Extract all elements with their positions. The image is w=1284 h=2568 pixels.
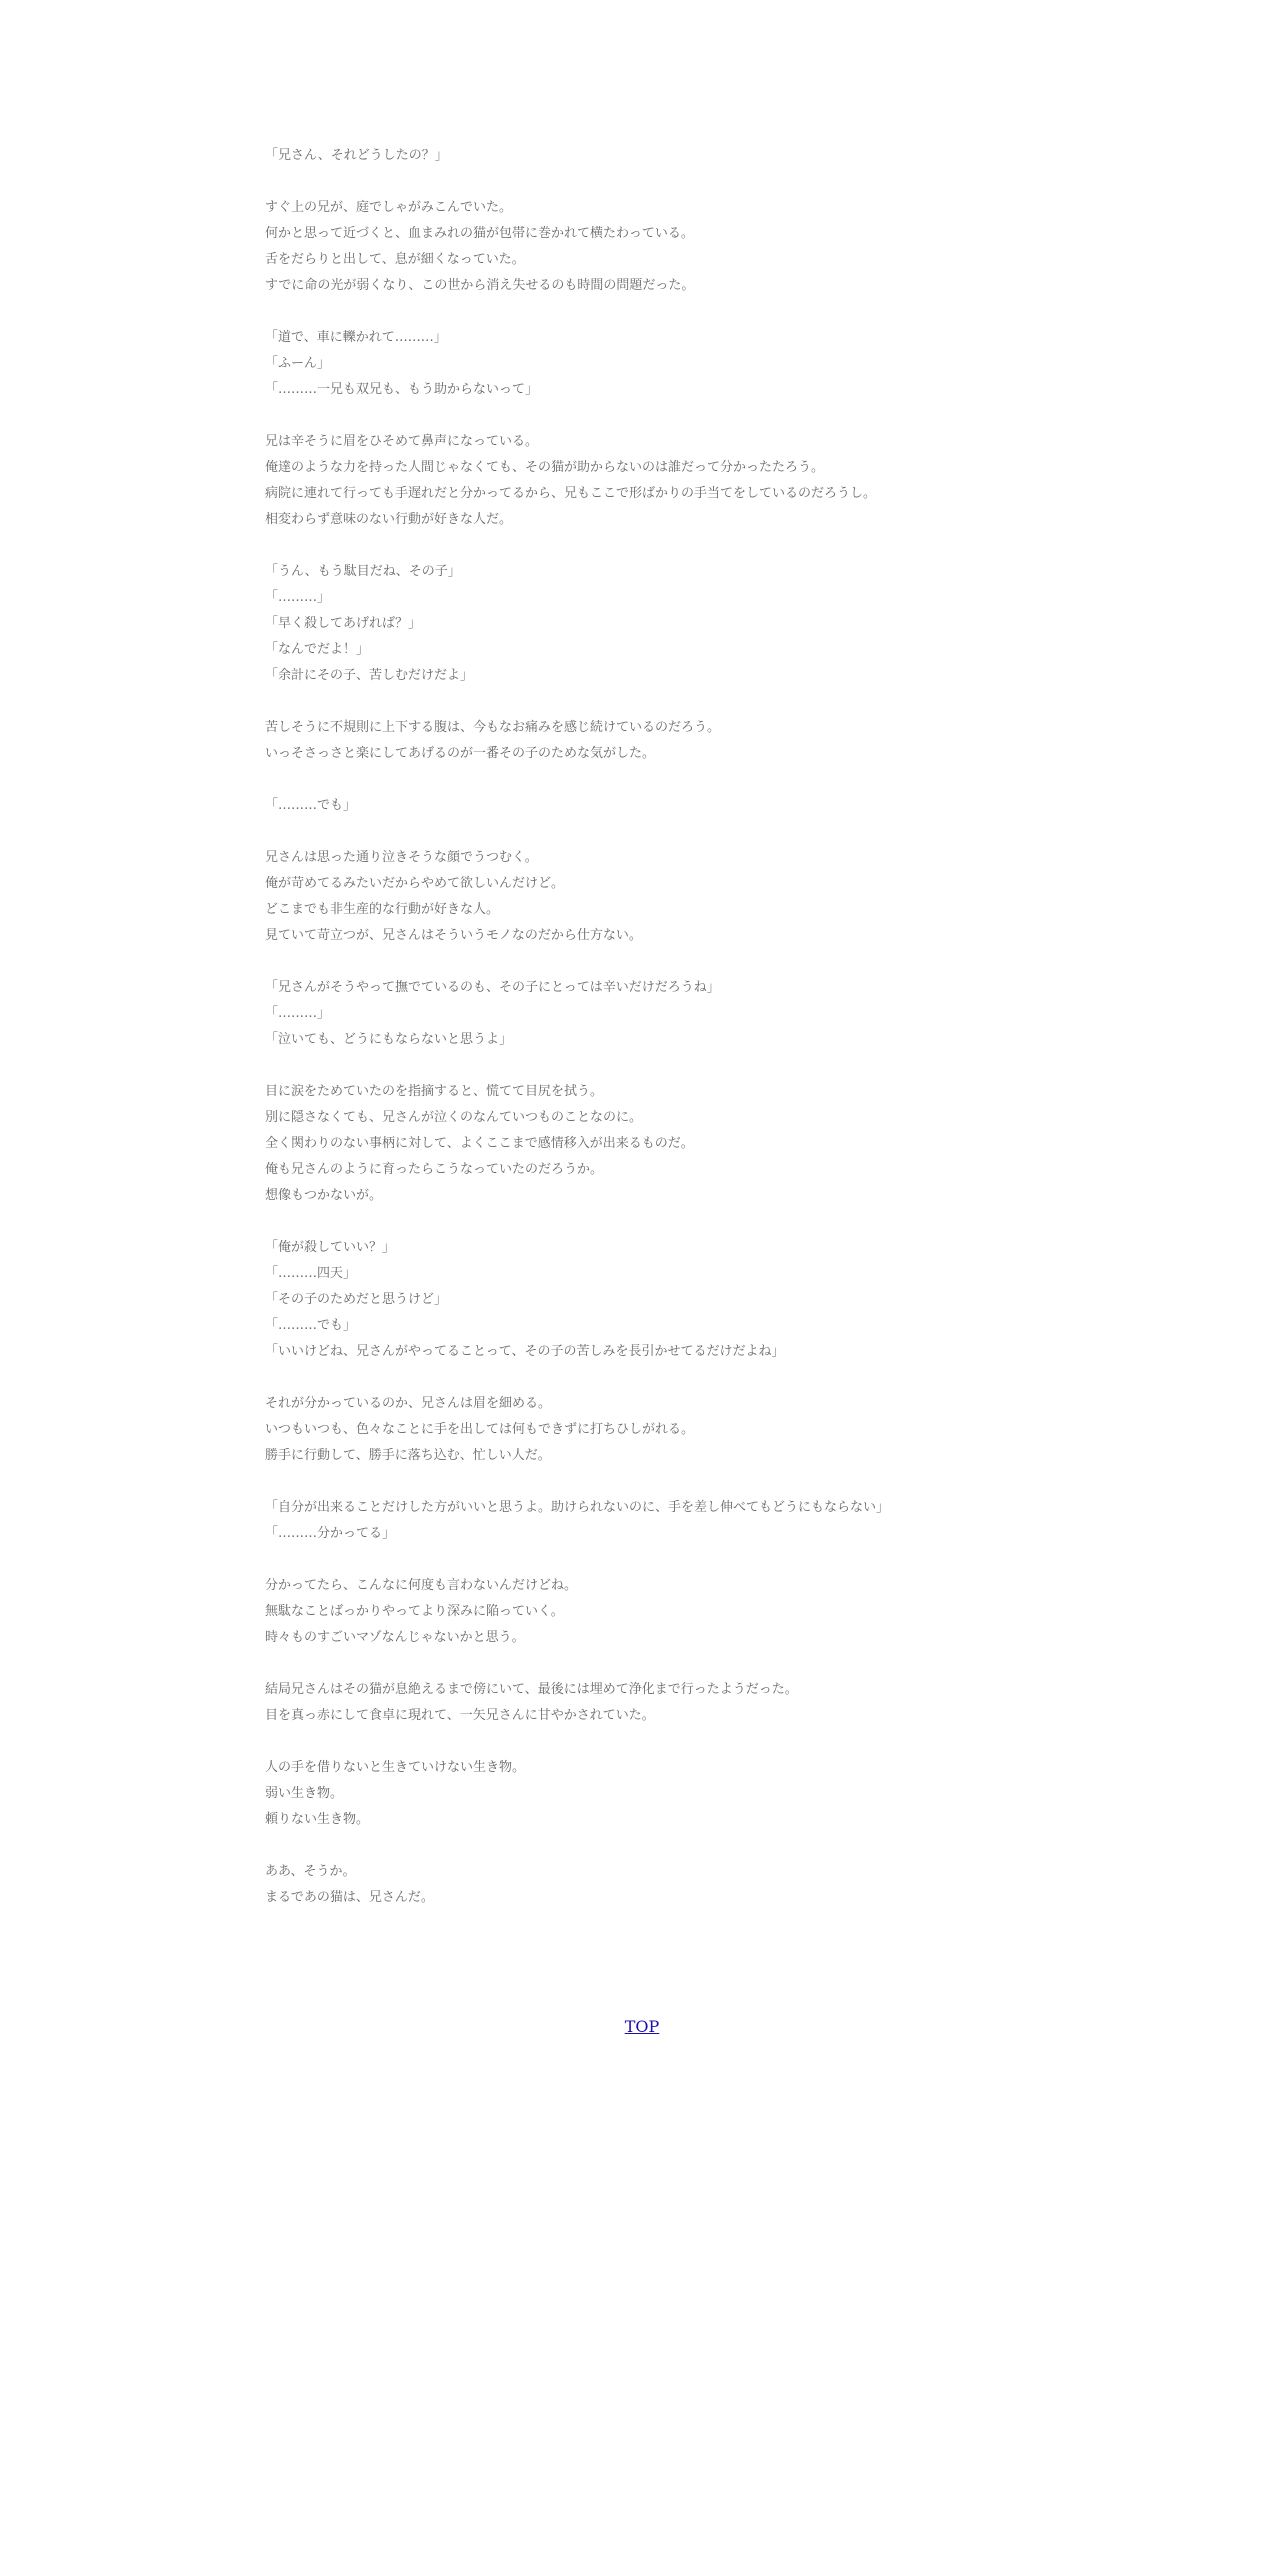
story-line: 兄さんは思った通り泣きそうな顔でうつむく。 [265, 850, 538, 865]
story-line: 「………でも」 [265, 798, 357, 813]
story-line: 「ふーん」 [265, 356, 331, 371]
story-line: 目に涙をためていたのを指摘すると、慌てて目尻を拭う。 [265, 1084, 604, 1099]
story-line: 「俺が殺していい？」 [265, 1240, 396, 1255]
story-line: 舌をだらりと出して、息が細くなっていた。 [265, 252, 525, 267]
story-line: 「なんでだよ！」 [265, 642, 370, 657]
story-line: 相変わらず意味のない行動が好きな人だ。 [265, 512, 513, 527]
story-paragraph [265, 1495, 1025, 1547]
top-nav [0, 2014, 1284, 2040]
story-paragraph [265, 1391, 1025, 1469]
story-line: 「うん、もう駄目だね、その子」 [265, 564, 461, 579]
story-line: 俺が苛めてるみたいだからやめて欲しいんだけど。 [265, 876, 565, 891]
story-line: 兄は辛そうに眉をひそめて鼻声になっている。 [265, 434, 539, 449]
story-paragraph [265, 1755, 1025, 1833]
story-line: まるであの猫は、兄さんだ。 [265, 1890, 434, 1905]
story-paragraph [265, 1235, 1025, 1365]
story-paragraph [265, 793, 1025, 819]
story-line: 別に隠さなくても、兄さんが泣くのなんていつものことなのに。 [265, 1110, 643, 1125]
story-line: 「………四天」 [265, 1266, 357, 1281]
story-paragraph [265, 559, 1025, 689]
story-line: 「………」 [265, 1006, 331, 1021]
story-line: 「………」 [265, 590, 331, 605]
story-line: 弱い生き物。 [265, 1786, 344, 1801]
story-line: 「その子のためだと思うけど」 [265, 1292, 448, 1307]
story-line: 俺達のような力を持った人間じゃなくても、その猫が助からないのは誰だって分かったたろう。 [265, 460, 825, 475]
story-line: すぐ上の兄が、庭でしゃがみこんでいた。 [265, 200, 513, 215]
story-line: 全く関わりのない事柄に対して、よくここまで感情移入が出来るものだ。 [265, 1136, 694, 1151]
story-line: 目を真っ赤にして食卓に現れて、一矢兄さんに甘やかされていた。 [265, 1708, 655, 1723]
story-paragraph [265, 325, 1025, 403]
story-line: すでに命の光が弱くなり、この世から消え失せるのも時間の問題だった。 [265, 278, 695, 293]
story-paragraph [265, 1859, 1025, 1911]
story-line: 人の手を借りないと生きていけない生き物。 [265, 1760, 526, 1775]
story-line: 「いいけどね、兄さんがやってることって、その子の苦しみを長引かせてるだけだよね」 [265, 1344, 785, 1359]
story-line: 勝手に行動して、勝手に落ち込む、忙しい人だ。 [265, 1448, 551, 1463]
story-body [265, 143, 1025, 1937]
story-line: 「自分が出来ることだけした方がいいと思うよ。助けられないのに、手を差し伸べてもどうにもならない」 [265, 1500, 890, 1515]
story-line: 「兄さんがそうやって撫でているのも、その子にとっては辛いだけだろうね」 [265, 980, 720, 995]
story-line: 何かと思って近づくと、血まみれの猫が包帯に巻かれて横たわっている。 [265, 226, 694, 241]
story-line: 「泣いても、どうにもならないと思うよ」 [265, 1032, 513, 1047]
story-paragraph [265, 715, 1025, 767]
story-paragraph [265, 1573, 1025, 1651]
story-line: 「早く殺してあげれば？」 [265, 616, 422, 631]
story-paragraph [265, 195, 1025, 299]
story-line: 分かってたら、こんなに何度も言わないんだけどね。 [265, 1578, 578, 1593]
top-link[interactable]: TOP [624, 2017, 660, 2036]
story-line: 病院に連れて行っても手遅れだと分かってるから、兄もここで形ばかりの手当てをしているのだろうし。 [265, 486, 877, 501]
story-line: いっそさっさと楽にしてあげるのが一番その子のためな気がした。 [265, 746, 656, 761]
story-line: 「余計にその子、苦しむだけだよ」 [265, 668, 474, 683]
story-line: 結局兄さんはその猫が息絶えるまで傍にいて、最後には埋めて浄化まで行ったようだった。 [265, 1682, 798, 1697]
story-line: 「………でも」 [265, 1318, 357, 1333]
story-paragraph [265, 845, 1025, 949]
story-line: 「兄さん、それどうしたの？」 [265, 148, 448, 163]
story-paragraph [265, 975, 1025, 1053]
story-line: 「道で、車に轢かれて………」 [265, 330, 447, 345]
story-line: どこまでも非生産的な行動が好きな人。 [265, 902, 500, 917]
story-line: 無駄なことばっかりやってより深みに陥っていく。 [265, 1604, 564, 1619]
story-line: 俺も兄さんのように育ったらこうなっていたのだろうか。 [265, 1162, 604, 1177]
story-line: 時々ものすごいマゾなんじゃないかと思う。 [265, 1630, 525, 1645]
story-line: それが分かっているのか、兄さんは眉を細める。 [265, 1396, 552, 1411]
story-paragraph [265, 1079, 1025, 1209]
story-line: 想像もつかないが。 [265, 1188, 383, 1203]
story-line: いつもいつも、色々なことに手を出しては何もできずに打ちひしがれる。 [265, 1422, 695, 1437]
story-line: 見ていて苛立つが、兄さんはそういうモノなのだから仕方ない。 [265, 928, 642, 943]
story-line: 苦しそうに不規則に上下する腹は、今もなお痛みを感じ続けているのだろう。 [265, 720, 721, 735]
story-line: 頼りない生き物。 [265, 1812, 370, 1827]
story-paragraph [265, 1677, 1025, 1729]
story-paragraph [265, 429, 1025, 533]
story-line: 「………分かってる」 [265, 1526, 396, 1541]
story-line: ああ、そうか。 [265, 1864, 356, 1879]
story-line: 「………一兄も双兄も、もう助からないって」 [265, 382, 539, 397]
story-paragraph [265, 143, 1025, 169]
